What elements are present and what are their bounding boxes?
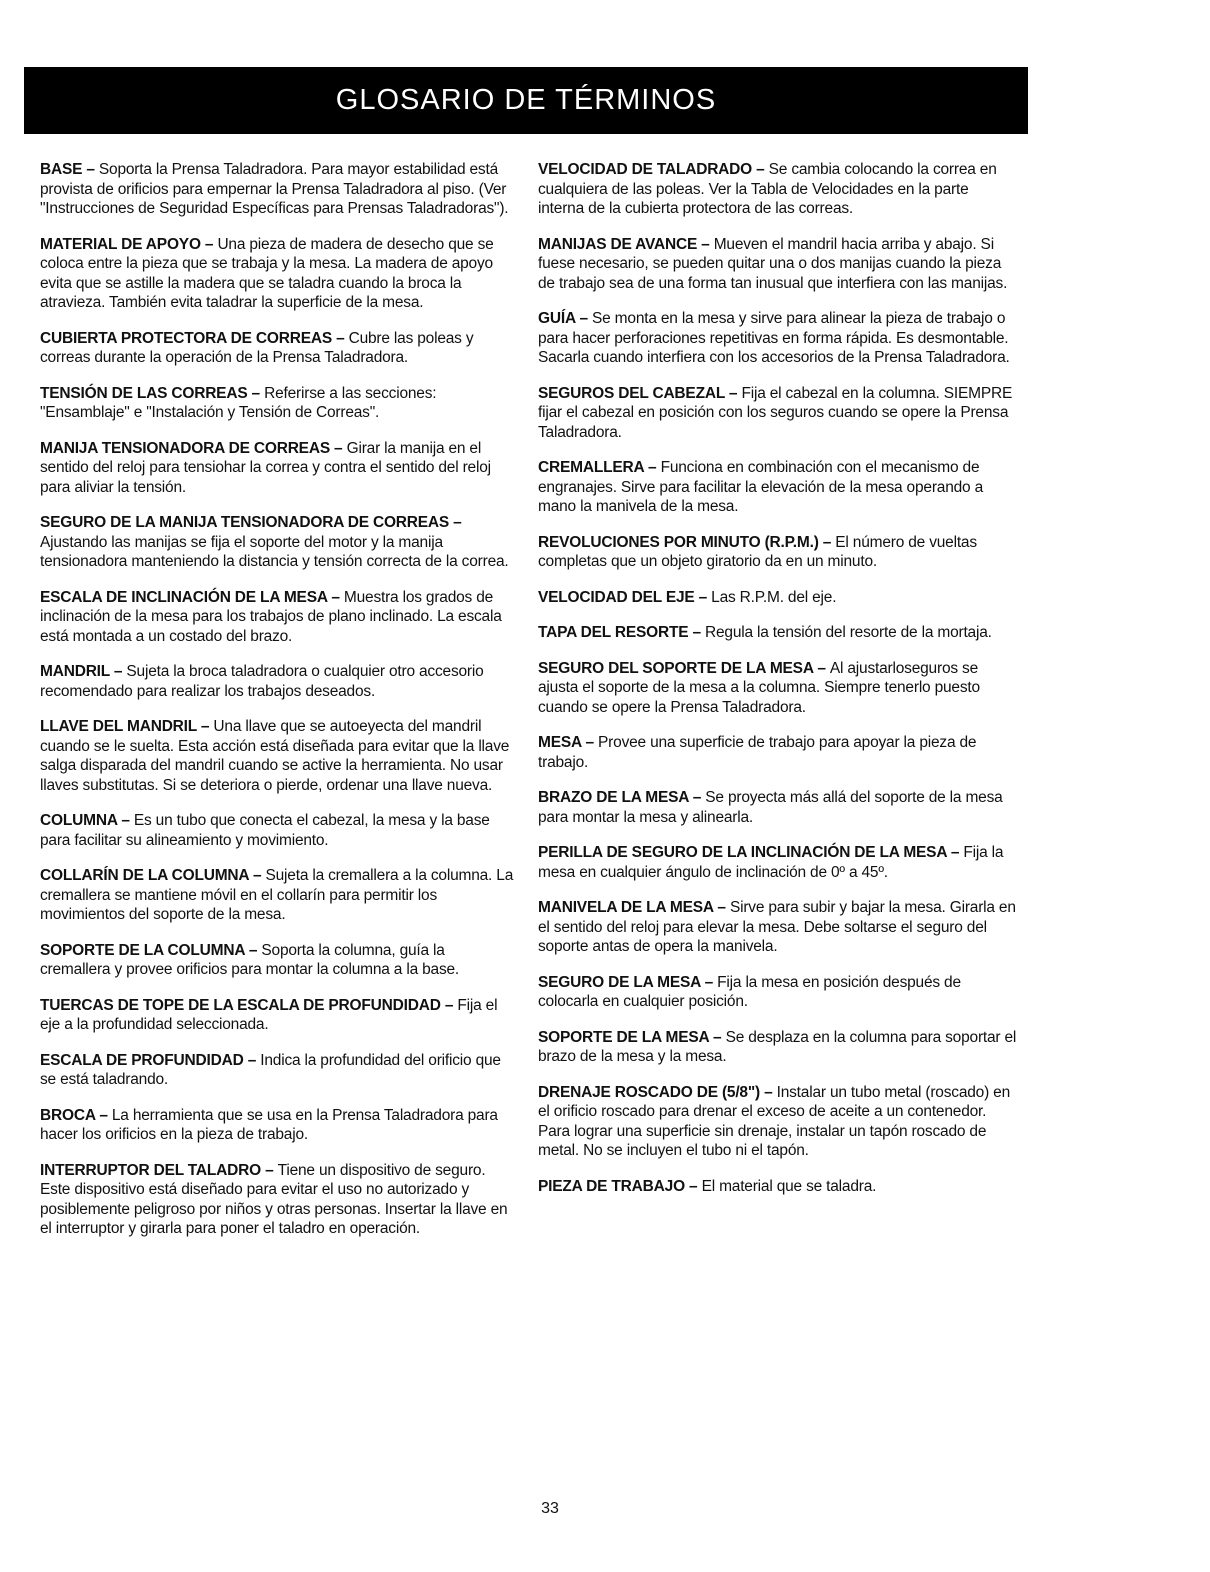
glossary-definition: Funciona en combinación con el mecanismo de engranajes. Sirve para facilitar la elevación de la mesa operando a mano la manivela de la mesa. [538,459,983,515]
glossary-definition: El número de vueltas completas que un objeto giratorio da en un minuto. [538,533,977,570]
glossary-term: SEGURO DEL SOPORTE DE LA MESA – [538,659,830,677]
glossary-header-bar [24,67,1028,134]
glossary-term: TAPA DEL RESORTE – [538,624,706,641]
glossary-definition: Fija el cabezal en la columna. SIEMPRE fijar el cabezal en posición con los seguros cuando se opere la Prensa Taladradora. [538,384,1013,441]
glossary-entry [538,588,1018,608]
glossary-entry [538,533,1018,572]
glossary-term: COLLARÍN DE LA COLUMNA – [40,867,266,884]
glossary-entry [538,309,1018,368]
glossary-term: BROCA – [40,1106,112,1124]
glossary-definition: Se monta en la mesa y sirve para alinear la pieza de trabajo o para hacer perforaciones repetitivas en forma rápida. Es desmontable. Sacarla cuando interfiera con los accesorios de la Prensa Taladradora. [538,310,1010,366]
glossary-term: TUERCAS DE TOPE DE LA ESCALA DE PROFUNDIDAD – [40,996,458,1014]
glossary-entry [40,439,518,498]
glossary-entry [538,973,1018,1012]
glossary-definition: Sujeta la cremallera a la columna. La cremallera se mantiene móvil en el collarín para permitir los movimientos del soporte de la mesa. [40,867,514,923]
glossary-term: TENSIÓN DE LAS CORREAS – [40,384,265,402]
glossary-term: LLAVE DEL MANDRIL – [40,718,214,735]
glossary-term: BRAZO DE LA MESA – [538,789,706,806]
glossary-definition: Ajustando las manijas se fija el soporte del motor y la manija tensionadora manteniendo la distancia y tensión correcta de la correa. [40,533,509,570]
glossary-definition: Indica la profundidad del orificio que se está taladrando. [40,1051,501,1088]
glossary-definition: Tiene un dispositivo de seguro. Este dispositivo está diseñado para evitar el uso no autorizado y posiblemente peligroso por niños y otras personas. Insertar la llave en el interruptor y girarla para poner el taladro en operación. [40,1161,508,1237]
glossary-term: COLUMNA – [40,812,134,829]
glossary-term: ESCALA DE INCLINACIÓN DE LA MESA – [40,588,344,606]
glossary-entry [538,1028,1018,1067]
glossary-entry [40,941,518,980]
glossary-entry [538,235,1018,294]
glossary-entry [538,160,1018,219]
glossary-term: SEGURO DE LA MANIJA TENSIONADORA DE CORREAS – [40,514,462,531]
glossary-definition: Cubre las poleas y correas durante la operación de la Prensa Taladradora. [40,329,474,366]
glossary-term: INTERRUPTOR DEL TALADRO – [40,1161,278,1179]
glossary-entry [40,1161,518,1239]
glossary-definition: Fija la mesa en cualquier ángulo de inclinación de 0º a 45º. [538,844,1004,881]
glossary-entry [538,659,1018,718]
right-column [538,160,1018,1212]
glossary-term: CUBIERTA PROTECTORA DE CORREAS – [40,329,349,347]
glossary-definition: Es un tubo que conecta el cabezal, la mesa y la base para facilitar su alineamiento y movimiento. [40,812,490,849]
glossary-entry [538,1177,1018,1197]
glossary-definition: Las R.P.M. del eje. [711,588,837,606]
glossary-term: MANIVELA DE LA MESA – [538,899,730,916]
glossary-definition: Sujeta la broca taladradora o cualquier otro accesorio recomendado para realizar los trabajos deseados. [40,663,484,700]
glossary-term: VELOCIDAD DEL EJE – [538,588,712,606]
glossary-entry [538,843,1018,882]
glossary-entry [40,811,518,850]
glossary-term: MANIJAS DE AVANCE – [538,235,714,253]
glossary-entry [538,788,1018,827]
glossary-definition: Fija la mesa en posición después de colocarla en cualquier posición. [538,973,961,1010]
glossary-entry [40,996,518,1035]
glossary-entry [40,1106,518,1145]
glossary-term: GUÍA – [538,310,593,327]
glossary-term: MANDRIL – [40,663,127,680]
glossary-term: REVOLUCIONES POR MINUTO (R.P.M.) – [538,533,836,551]
glossary-definition: Referirse a las secciones: "Ensamblaje" e "Instalación y Tensión de Correas". [40,384,437,421]
glossary-entry [40,329,518,368]
glossary-entry [40,235,518,313]
glossary-entry [40,662,518,701]
glossary-definition: Soporta la columna, guía la cremallera y provee orificios para montar la columna a la base. [40,941,460,978]
glossary-definition: El material que se taladra. [701,1177,877,1195]
glossary-term: SEGURO DE LA MESA – [538,973,718,991]
glossary-definition: Muestra los grados de inclinación de la mesa para los trabajos de plano inclinado. La escala está montada a un costado del brazo. [40,588,502,645]
glossary-term: SOPORTE DE LA COLUMNA – [40,941,262,959]
glossary-definition: Soporta la Prensa Taladradora. Para mayor estabilidad está provista de orificios para empernar la Prensa Taladradora al piso. (Ver "Instrucciones de Seguridad Específicas para Prensas Taladradoras"). [40,161,509,217]
glossary-entry [40,160,518,219]
glossary-term: PERILLA DE SEGURO DE LA INCLINACIÓN DE LA MESA – [538,844,964,861]
glossary-definition: Se proyecta más allá del soporte de la mesa para montar la mesa y alinearla. [538,789,1003,826]
glossary-term: SOPORTE DE LA MESA – [538,1028,726,1046]
glossary-definition: Se cambia colocando la correa en cualquiera de las poleas. Ver la Tabla de Velocidades en la parte interna de la cubierta protectora de las correas. [538,161,997,217]
glossary-entry [538,1083,1018,1161]
glossary-definition: Girar la manija en el sentido del reloj para tensiohar la correa y contra el sentido del reloj para aliviar la tensión. [40,439,491,496]
glossary-definition: Mueven el mandril hacia arriba y abajo. Si fuese necesario, se pueden quitar una o dos manijas cuando la pieza de trabajo sea de una forma tan inusual que interfiera con las manijas. [538,235,1008,292]
glossary-term: MANIJA TENSIONADORA DE CORREAS – [40,439,347,457]
glossary-definition: Al ajustarloseguros se ajusta el soporte de la mesa a la columna. Siempre tenerlo puesto cuando se opere la Prensa Taladradora. [538,659,980,716]
page-number: 33 [541,1500,559,1517]
glossary-definition: Instalar un tubo metal (roscado) en el orificio roscado para drenar el exceso de aceite a un contenedor. Para lograr una superficie sin drenaje, instalar un tapón roscado de metal. No se incluyen el tubo ni el tapón. [538,1083,1010,1159]
glossary-definition: Una pieza de madera de desecho que se coloca entre la pieza que se trabaja y la mesa. La madera de apoyo evita que se astille la madera que se taladra cuando la broca la atravieza. También evita taladrar la superficie de la mesa. [40,235,494,311]
glossary-definition: Provee una superficie de trabajo para apoyar la pieza de trabajo. [538,734,977,771]
glossary-term: SEGUROS DEL CABEZAL – [538,384,742,402]
glossary-definition: Se desplaza en la columna para soportar el brazo de la mesa y la mesa. [538,1028,1017,1065]
glossary-definition: La herramienta que se usa en la Prensa Taladradora para hacer los orificios en la pieza de trabajo. [40,1106,498,1143]
glossary-entry [538,458,1018,517]
glossary-entry [538,384,1018,443]
glossary-term: VELOCIDAD DE TALADRADO – [538,161,769,178]
glossary-entry [40,588,518,647]
glossary-entry [40,717,518,795]
glossary-entry [538,898,1018,957]
glossary-entry [40,866,518,925]
glossary-definition: Sirve para subir y bajar la mesa. Girarla en el sentido del reloj para elevar la mesa. Debe soltarse el seguro del soporte antas de opera la manivela. [538,899,1016,955]
glossary-term: DRENAJE ROSCADO DE (5/8") – [538,1083,777,1101]
glossary-definition: Fija el eje a la profundidad seleccionada. [40,996,498,1033]
left-column [40,160,518,1255]
glossary-definition: Una llave que se autoeyecta del mandril cuando se le suelta. Esta acción está diseñada para evitar que la llave salga disparada del mandril cuando se active la herramienta. No usar llaves substitutas. Si se deteriora o pierde, ordenar una llave nueva. [40,718,510,794]
glossary-term: MATERIAL DE APOYO – [40,235,218,253]
page-title: GLOSARIO DE TÉRMINOS [335,84,717,116]
glossary-term: MESA – [538,734,599,751]
glossary-entry [538,623,1018,643]
glossary-term: CREMALLERA – [538,459,661,476]
glossary-term: ESCALA DE PROFUNDIDAD – [40,1051,261,1069]
glossary-term: PIEZA DE TRABAJO – [538,1177,702,1195]
glossary-entry [40,1051,518,1090]
glossary-term: BASE – [40,161,99,178]
glossary-definition: Regula la tensión del resorte de la mortaja. [705,624,992,641]
glossary-entry [40,513,518,572]
glossary-entry [40,384,518,423]
glossary-entry [538,733,1018,772]
